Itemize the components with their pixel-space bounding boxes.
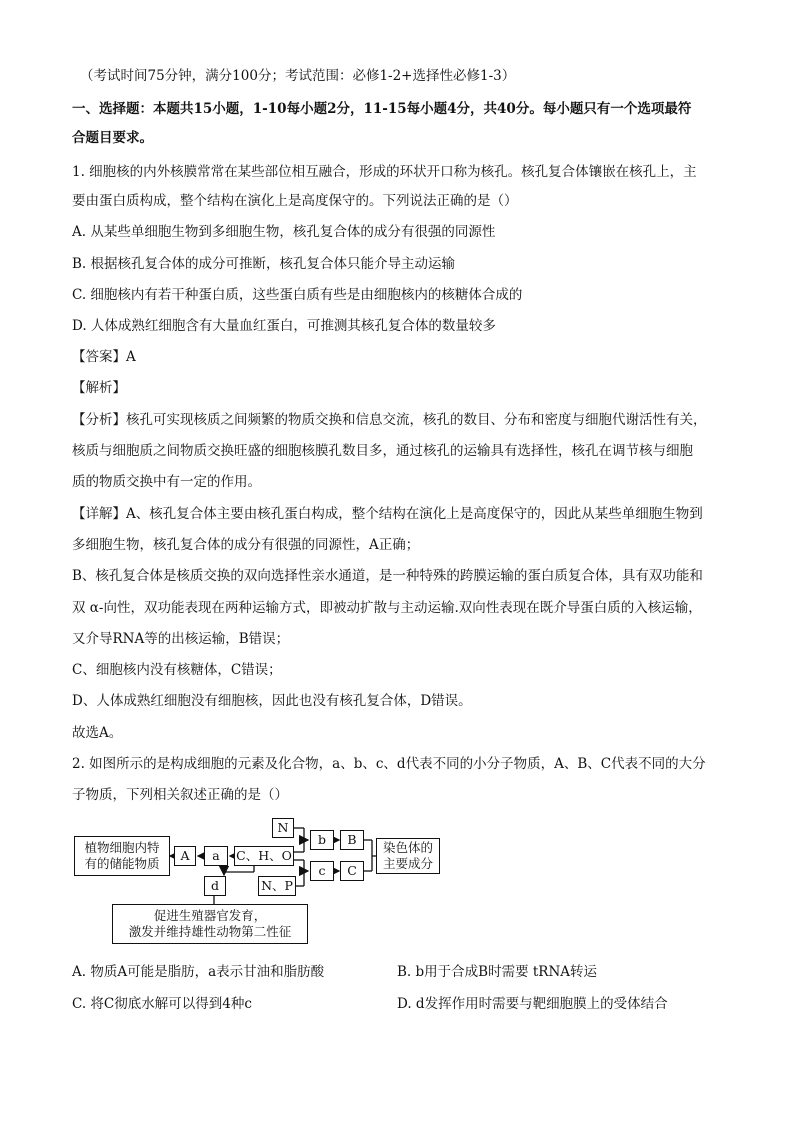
q1-fenxi-line2: 核质与细胞质之间物质交换旺盛的细胞核膜孔数目多，通过核孔的运输具有选择性，核孔在调节核与细胞 [72,443,693,459]
box-c: c [310,861,334,881]
q1-analysis-title: 【解析】 [72,380,126,396]
q2-option-a: A. 物质A可能是脂肪，a表示甘油和脂肪酸 [72,964,325,980]
q1-option-d: D. 人体成熟红细胞含有大量血红蛋白，可推测其核孔复合体的数量较多 [72,318,496,334]
chromosome-component-box [376,838,440,874]
section-title-line2: 合题目要求。 [72,130,153,146]
compound-diagram [74,814,444,946]
q1-option-b: B. 根据核孔复合体的成分可推断，核孔复合体只能介导主动运输 [72,256,456,272]
q1-detail-b-line3: 又介导RNA等的出核运输，B错误； [72,631,290,647]
storage-substance-box [74,836,170,876]
q1-detail-line2: 多细胞生物，核孔复合体的成分有很强的同源性，A正确； [72,537,420,553]
q1-conclusion: 故选A。 [72,725,123,741]
chromosome-label-line1: 染色体的 [382,840,433,855]
q2-stem-line2: 子物质，下列相关叙述正确的是（） [72,787,288,803]
section-title-line1: 一、选择题：本题共15小题，1-10每小题2分，11-15每小题4分，共40分。每小题只有一个选项最符 [72,101,692,117]
q1-detail-b-line1: B、核孔复合体是核质交换的双向选择性亲水通道，是一种特殊的跨膜运输的蛋白质复合体，具有双功能和 [72,568,703,584]
q1-option-c: C. 细胞核内有若干种蛋白质，这些蛋白质有些是由细胞核内的核糖体合成的 [72,287,523,303]
q1-detail-d: D、人体成熟红细胞没有细胞核，因此也没有核孔复合体，D错误。 [72,693,472,709]
q1-detail-b-line2: 双 α-向性，双功能表现在两种运输方式，即被动扩散与主动运输.双向性表现在既介导蛋白质的入核运输， [72,600,702,616]
q2-option-c: C. 将C彻底水解可以得到4种c [72,996,252,1012]
storage-label-line1: 植物细胞内特 [84,840,160,855]
q2-option-b: B. b用于合成B时需要 tRNA转运 [397,964,598,980]
hormone-label-line2: 激发并维持雄性动物第二性征 [128,924,292,939]
q2-stem-line1: 2. 如图所示的是构成细胞的元素及化合物，a、b、c、d代表不同的小分子物质，A、B、C代表不同的大分 [72,756,706,772]
q1-fenxi-line3: 质的物质交换中有一定的作用。 [72,474,261,490]
q1-answer: 【答案】A [72,349,136,365]
exam-header: （考试时间75分钟，满分100分；考试范围：必修1-2+选择性必修1-3） [80,68,516,84]
box-C: C [340,861,364,881]
box-B: B [340,830,364,850]
q2-option-d: D. d发挥作用时需要与靶细胞膜上的受体结合 [397,996,668,1012]
chromosome-label-line2: 主要成分 [382,856,433,871]
box-cho: C、H、O [234,846,294,866]
box-N: N [272,818,294,838]
hormone-label-line1: 促进生殖器官发育， [153,908,267,923]
box-np: N、P [258,876,296,896]
box-A: A [174,846,196,866]
storage-label-line2: 有的储能物质 [84,856,160,871]
q1-stem-line1: 1. 细胞核的内外核膜常常在某些部位相互融合，形成的环状开口称为核孔。核孔复合体镶嵌在核孔上，主 [72,164,697,180]
q1-detail-line1: 【详解】A、核孔复合体主要由核孔蛋白构成，整个结构在演化上是高度保守的，因此从某些单细胞生物到 [72,506,703,522]
box-d: d [204,876,226,896]
q1-detail-c: C、细胞核内没有核糖体，C错误； [72,662,282,678]
q1-stem-line2: 要由蛋白质构成，整个结构在演化上是高度保守的。下列说法正确的是（） [72,193,518,209]
box-b: b [310,830,334,850]
q1-fenxi-line1: 【分析】核孔可实现核质之间频繁的物质交换和信息交流，核孔的数目、分布和密度与细胞代谢活性有关， [72,412,707,428]
hormone-function-box [112,904,308,944]
box-a: a [204,846,228,866]
q1-option-a: A. 从某些单细胞生物到多细胞生物，核孔复合体的成分有很强的同源性 [72,224,496,240]
